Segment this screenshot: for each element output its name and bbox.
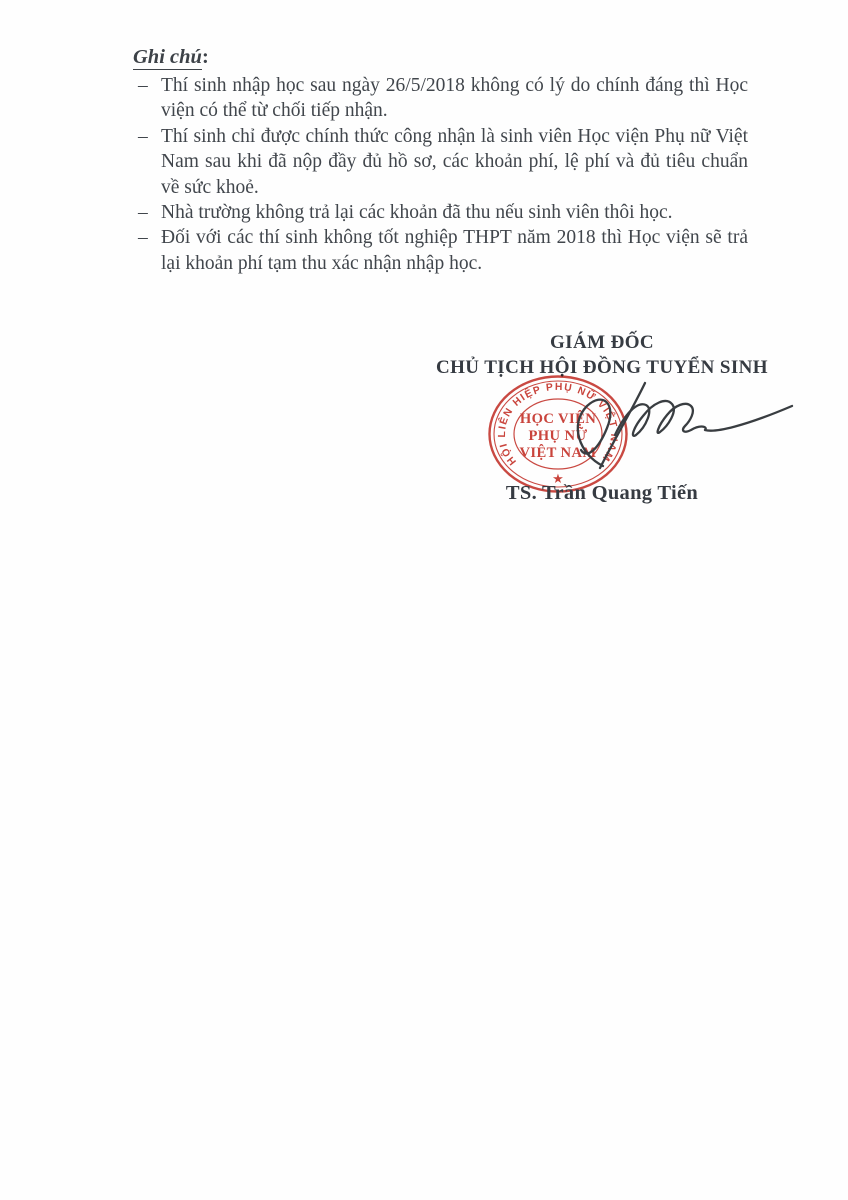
bullet-dash: – — [138, 75, 148, 96]
signer-name: TS. Trần Quang Tiến — [505, 482, 699, 504]
note-heading-label: Ghi chú — [133, 46, 202, 68]
stamp-ring-text: HỘI LIÊN HIỆP PHỤ NỮ VIỆT NAM — [496, 381, 620, 467]
bullet-dash: – — [138, 125, 148, 147]
note-heading — [133, 46, 209, 69]
notes-list — [137, 73, 748, 276]
stamp-center-line-1: HỌC VIỆN — [519, 411, 597, 427]
note-item-text: Nhà trường không trả lại các khoản đã thu nếu sinh viên thôi học. — [161, 202, 673, 224]
note-heading-colon: : — [201, 46, 209, 68]
bullet-dash: – — [138, 227, 148, 249]
note-item-text: Đối với các thí sinh không tốt nghiệp THPT năm 2018 thì Học viện sẽ trả lại khoản phí tạm thu xác nhận nhập học. — [161, 227, 748, 274]
note-item-text: Thí sinh nhập học sau ngày 26/5/2018 không có lý do chính đáng thì Học viện có thể từ chối tiếp nhận. — [161, 75, 748, 122]
signature-stroke — [615, 401, 792, 436]
stamp-star-icon: ★ — [552, 471, 564, 486]
signature-title-director: GIÁM ĐỐC — [550, 332, 654, 353]
stamp-center-line-3: VIỆT NAM — [519, 445, 597, 461]
stamp-center-line-2: PHỤ NỮ — [528, 428, 588, 444]
handwritten-signature — [545, 378, 795, 478]
signature-title-council-chair: CHỦ TỊCH HỘI ĐỒNG TUYỂN SINH — [436, 357, 768, 378]
note-item-2 — [137, 124, 748, 200]
note-item-text: Thí sinh chỉ được chính thức công nhận là sinh viên Học viện Phụ nữ Việt Nam sau khi đã nộp đầy đủ hồ sơ, các khoản phí, lệ phí và đủ tiêu chuẩn về sức khoẻ. — [161, 125, 748, 198]
note-item-3 — [137, 200, 748, 225]
bullet-dash: – — [138, 202, 148, 224]
note-item-4 — [137, 225, 748, 276]
note-item-1 — [137, 73, 748, 124]
